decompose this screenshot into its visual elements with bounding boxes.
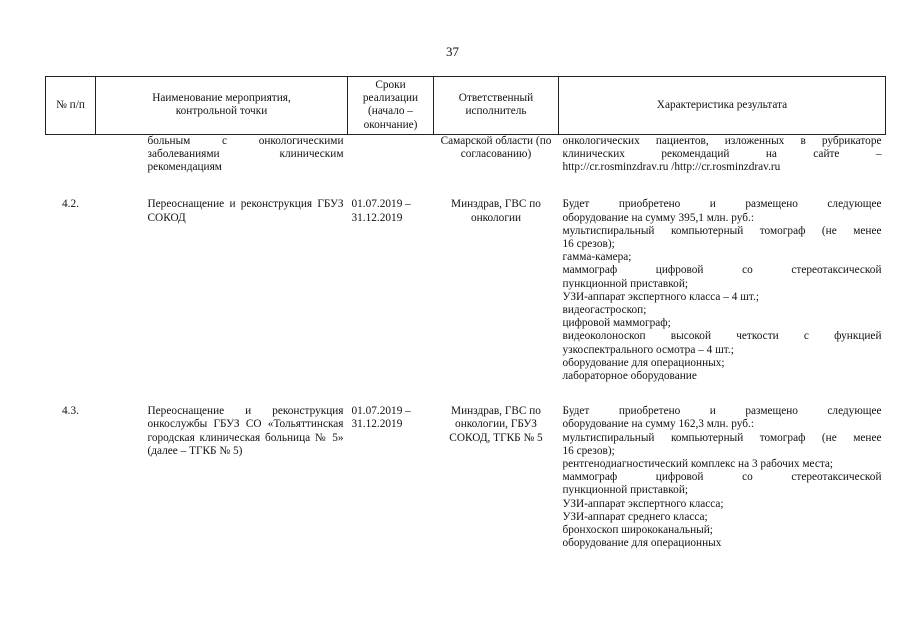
header-name: Наименование мероприятия, контрольной точки <box>96 77 348 135</box>
result-line: оборудование для операционных <box>562 537 722 550</box>
result-line: Будет приобретено и размещено следующее <box>562 198 882 211</box>
result-line: видеоколоноскоп высокой четкости с функцией <box>562 330 882 343</box>
result-line: узкоспектрального осмотра – 4 шт.; <box>562 343 734 356</box>
continuation-responsible: Самарской области (по согласованию) <box>440 134 552 161</box>
result-line: УЗИ-аппарат экспертного класса; <box>562 497 724 510</box>
result-line: УЗИ-аппарат экспертного класса – 4 шт.; <box>562 290 759 303</box>
result-line: лабораторное оборудование <box>562 370 697 383</box>
table-row-4-3 <box>46 404 886 550</box>
row-dates: 01.07.2019 – 31.12.2019 <box>351 405 411 431</box>
result-line: оборудование для операционных; <box>562 356 725 369</box>
header-num: № п/п <box>46 77 96 135</box>
result-line: 16 срезов); <box>562 238 615 251</box>
row-spacer <box>46 174 886 197</box>
result-line: Будет приобретено и размещено следующее <box>562 405 882 418</box>
page-number: 37 <box>446 44 459 59</box>
continuation-result <box>559 134 886 174</box>
table-row-4-2 <box>46 197 886 383</box>
continuation-result-line: онкологических пациентов, изложенных в рубрикаторе <box>562 134 882 147</box>
result-line: пункционной приставкой; <box>562 277 689 290</box>
result-line: маммограф цифровой со стереотаксической <box>562 471 882 484</box>
row-num: 4.3. <box>62 405 79 418</box>
table-header-row <box>46 77 886 135</box>
result-line: мультиспиральный компьютерный томограф (не менее <box>562 224 882 237</box>
measures-table <box>45 76 886 551</box>
header-result: Характеристика результата <box>559 77 886 135</box>
continuation-name-line: рекомендациям <box>147 161 222 174</box>
result-line: 16 срезов); <box>562 444 615 457</box>
result-line: видеогастроскоп; <box>562 304 647 317</box>
result-line: рентгенодиагностический комплекс на 3 рабочих места; <box>562 458 834 471</box>
result-line: оборудование на сумму 395,1 млн. руб.: <box>562 211 754 224</box>
row-dates: 01.07.2019 – 31.12.2019 <box>351 198 411 224</box>
row-responsible: Минздрав, ГВС по онкологии, ГБУЗ СОКОД, ТГКБ № 5 <box>449 405 543 444</box>
header-dates: Сроки реализации (начало – окончание) <box>348 77 434 135</box>
result-line: УЗИ-аппарат среднего класса; <box>562 510 708 523</box>
row-num: 4.2. <box>62 198 79 211</box>
row-name: Переоснащение и реконструкция онкослужбы ГБУЗ СО «Тольяттинская городская клиническая больница № 5» (далее – ТГКБ № 5) <box>147 405 344 457</box>
result-line: пункционной приставкой; <box>562 484 689 497</box>
result-line: гамма-камера; <box>562 251 632 264</box>
continuation-result-line: клинических рекомендаций на сайте – <box>562 148 882 161</box>
result-line: бронхоскоп ширококанальный; <box>562 524 713 537</box>
continuation-row <box>46 134 886 174</box>
result-line: маммограф цифровой со стереотаксической <box>562 264 882 277</box>
continuation-name-line: заболеваниями клиническим <box>147 148 344 161</box>
row-name: Переоснащение и реконструкция ГБУЗ СОКОД <box>147 198 344 224</box>
row-responsible: Минздрав, ГВС по онкологии <box>451 198 541 224</box>
result-line: оборудование на сумму 162,3 млн. руб.: <box>562 418 754 431</box>
header-responsible: Ответственный исполнитель <box>434 77 559 135</box>
continuation-name-line: больным с онкологическими <box>147 134 344 147</box>
continuation-dates <box>348 134 434 174</box>
row-result <box>559 404 886 550</box>
row-spacer <box>46 383 886 404</box>
continuation-result-line: http://cr.rosminzdrav.ru /http://cr.rosminzdrav.ru <box>562 161 781 174</box>
row-result <box>559 197 886 383</box>
continuation-num <box>46 134 96 174</box>
result-line: мультиспиральный компьютерный томограф (не менее <box>562 431 882 444</box>
result-line: цифровой маммограф; <box>562 317 671 330</box>
continuation-name <box>96 134 348 174</box>
